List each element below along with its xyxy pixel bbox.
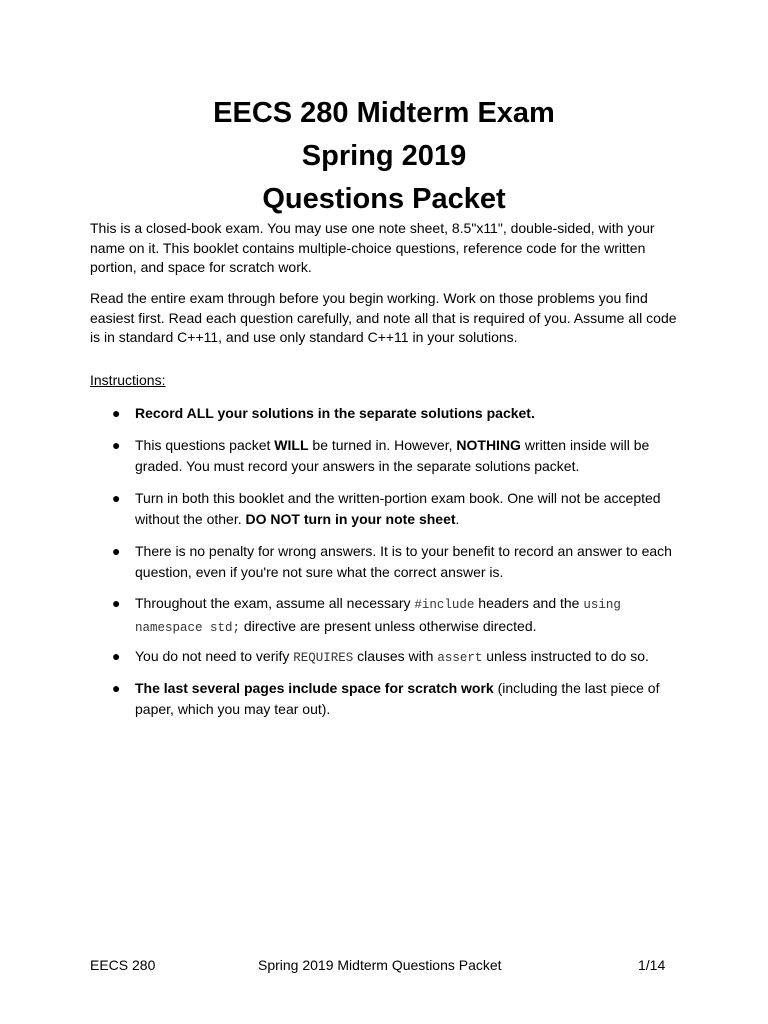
text-run: This questions packet <box>135 437 275 453</box>
text-run: Turn in both this booklet and the written-portion exam book. One will not be accepted without the other. <box>135 490 661 527</box>
bullet-dot: ● <box>112 680 121 696</box>
bold-run: The last several pages include space for scratch work <box>135 680 494 696</box>
bullet-dot: ● <box>112 405 121 421</box>
bold-run: DO NOT turn in your note sheet <box>245 510 456 527</box>
footer-page-number: 1/14 <box>638 957 666 973</box>
instruction-text: There is no penalty for wrong answers. It is to your benefit to record an answer to each question, even if you're not sure what the correct answer is. <box>135 543 672 580</box>
bullet-dot: ● <box>112 543 121 559</box>
text-run: headers and the <box>474 595 584 611</box>
bullet-dot: ● <box>112 595 121 611</box>
exam-title <box>0 92 768 221</box>
instruction-text <box>135 646 675 669</box>
text-run: Throughout the exam, assume all necessary <box>135 595 415 611</box>
text-run: (including the last piece of paper, which you may tear out). <box>135 680 660 717</box>
text-run: clauses with <box>353 648 438 664</box>
instruction-text <box>135 593 675 638</box>
bold-run: NOTHING <box>456 437 521 453</box>
instruction-bold-text: Record ALL your solutions in the separate solutions packet. <box>135 405 535 421</box>
text-run: You do not need to verify <box>135 648 294 664</box>
text-run: be turned in. However, <box>308 437 457 453</box>
instructions-heading: Instructions: <box>90 372 166 388</box>
instruction-text <box>135 435 675 476</box>
instruction-text <box>135 403 675 424</box>
bullet-dot: ● <box>112 490 121 506</box>
code-run: assert <box>437 651 483 665</box>
title-line-course: EECS 280 Midterm Exam <box>213 97 555 129</box>
code-run: REQUIRES <box>293 651 354 665</box>
title-line-term: Spring 2019 <box>301 140 467 172</box>
instruction-text <box>135 488 675 529</box>
intro-paragraph-1: This is a closed-book exam. You may use one note sheet, 8.5"x11", double-sided, with your name on it. This booklet contains multiple-choice questions, reference code for the written portion, and space for scratch work. <box>90 220 655 275</box>
text-run: unless instructed to do so. <box>482 648 649 664</box>
code-run: using namespace std; <box>135 598 621 635</box>
bullet-dot: ● <box>112 648 121 664</box>
bold-run: WILL <box>274 437 309 453</box>
code-run: #include <box>414 598 475 612</box>
text-run: written inside will be graded. You must record your answers in the separate solutions packet. <box>135 437 650 474</box>
text-run: directive are present unless otherwise directed. <box>240 617 537 634</box>
title-line-packet: Questions Packet <box>262 183 506 215</box>
footer-title: Spring 2019 Midterm Questions Packet <box>258 957 502 973</box>
instruction-text <box>135 678 675 719</box>
footer-course: EECS 280 <box>90 957 156 973</box>
bullet-dot: ● <box>112 437 121 453</box>
intro-paragraph-2: Read the entire exam through before you begin working. Work on those problems you find easiest first. Read each question carefully, and note all that is required of you. Assume all code is in standard C++11, and use only standard C++11 in your solutions. <box>90 290 677 345</box>
text-run: . <box>455 510 460 527</box>
